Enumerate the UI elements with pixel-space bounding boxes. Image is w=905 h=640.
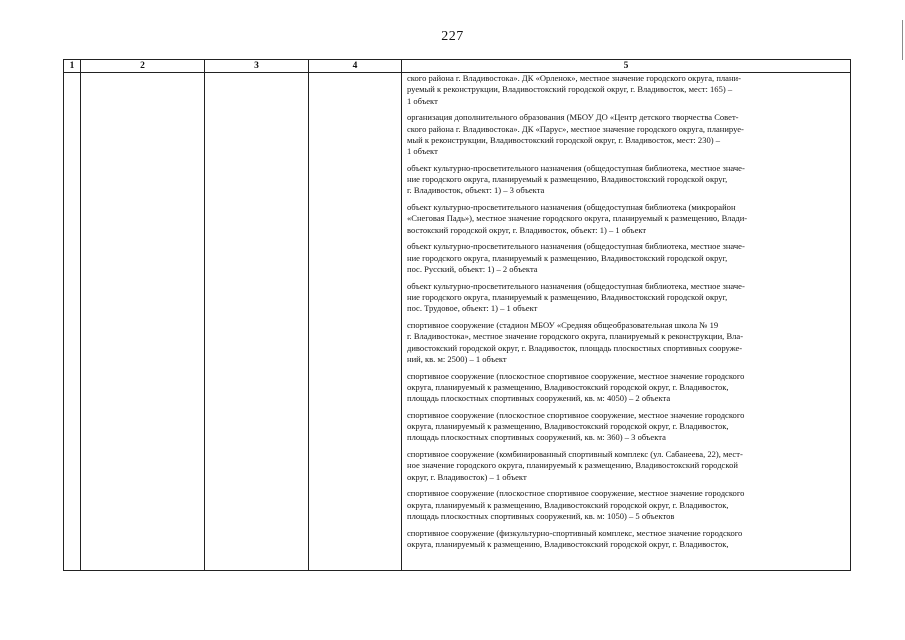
cell-column-2	[81, 73, 205, 571]
facility-entry: спортивное сооружение (стадион МБОУ «Средняя общеобразовательная школа № 19 г. Владивостока», местное значение городского округа, планируемый к реконструкции, Вла- дивостокский городской округ, г. Владивосток, площадь плоскостных спортивных сооруже- ний, кв. м: 2500) – 1 объект	[407, 319, 744, 364]
cell-column-5	[402, 73, 851, 571]
facility-entry: объект культурно-просветительного назначения (общедоступная библиотека (микрорайон «Снеговая Падь»), местное значение городского округа, планируемый к размещению, Влади- востокский городской округ, г. Владивосток, объект: 1) – 1 объект	[407, 202, 748, 235]
facility-entry: спортивное сооружение (комбинированный спортивный комплекс (ул. Сабанеева, 22), мест- ное значение городского округа, планируемый к размещению, Владивостокский городской округ, г. Владивосток) – 1 объект	[407, 449, 743, 482]
column-header-3: 3	[205, 60, 309, 73]
column-header-4: 4	[309, 60, 402, 73]
table-row	[64, 73, 851, 571]
cell-column-1	[64, 73, 81, 571]
table-header-row	[64, 60, 851, 73]
facility-entry: спортивное сооружение (физкультурно-спортивный комплекс, местное значение городского округа, планируемый к размещению, Владивостокский городской округ, г. Владивосток,	[407, 527, 743, 549]
column-header-1: 1	[64, 60, 81, 73]
facility-entry: объект культурно-просветительного назначения (общедоступная библиотека, местное значе- ние городского округа, планируемый к размещению, Владивостокский городской округ, пос. Русский, объект: 1) – 2 объекта	[407, 241, 745, 275]
column-header-5: 5	[402, 60, 851, 73]
column-header-2: 2	[81, 60, 205, 73]
facility-entry: спортивное сооружение (плоскостное спортивное сооружение, местное значение городского округа, планируемый к размещению, Владивостокский городской округ, г. Владивосток, площадь плоскостных спортивных сооружений, кв. м: 360) – 3 объекта	[407, 409, 745, 443]
facility-entry: ского района г. Владивостока». ДК «Орленок», местное значение городского округа, плани- руемый к реконструкции, Владивостокский городской округ, г. Владивосток, мест: 165) – 1 объект	[407, 73, 741, 106]
facility-entry: спортивное сооружение (плоскостное спортивное сооружение, местное значение городского округа, планируемый к размещению, Владивостокский городской округ, г. Владивосток, площадь плоскостных спортивных сооружений, кв. м: 1050) – 5 объектов	[407, 488, 745, 521]
facility-entry: спортивное сооружение (плоскостное спортивное сооружение, местное значение городского округа, планируемый к размещению, Владивостокский городской округ, г. Владивосток, площадь плоскостных спортивных сооружений, кв. м: 4050) – 2 объекта	[407, 370, 745, 404]
facility-entry: организация дополнительного образования (МБОУ ДО «Центр детского творчества Совет- ского района г. Владивостока». ДК «Парус», местное значение городского округа, планируе- мый к реконструкции, Владивостокский городской округ, г. Владивосток, мест: 230) – 1 объект	[407, 112, 744, 157]
scan-edge-mark	[902, 20, 903, 60]
facility-entry: объект культурно-просветительного назначения (общедоступная библиотека, местное значе- ние городского округа, планируемый к размещению, Владивостокский городской округ, г. Владивосток, объект: 1) – 3 объекта	[407, 162, 745, 196]
facility-entry: объект культурно-просветительного назначения (общедоступная библиотека, местное значе- ние городского округа, планируемый к размещению, Владивостокский городской округ, пос. Трудовое, объект: 1) – 1 объект	[407, 280, 745, 314]
page-number: 227	[441, 29, 464, 44]
cell-column-4	[309, 73, 402, 571]
cell-column-3	[205, 73, 309, 571]
document-table	[63, 59, 851, 571]
